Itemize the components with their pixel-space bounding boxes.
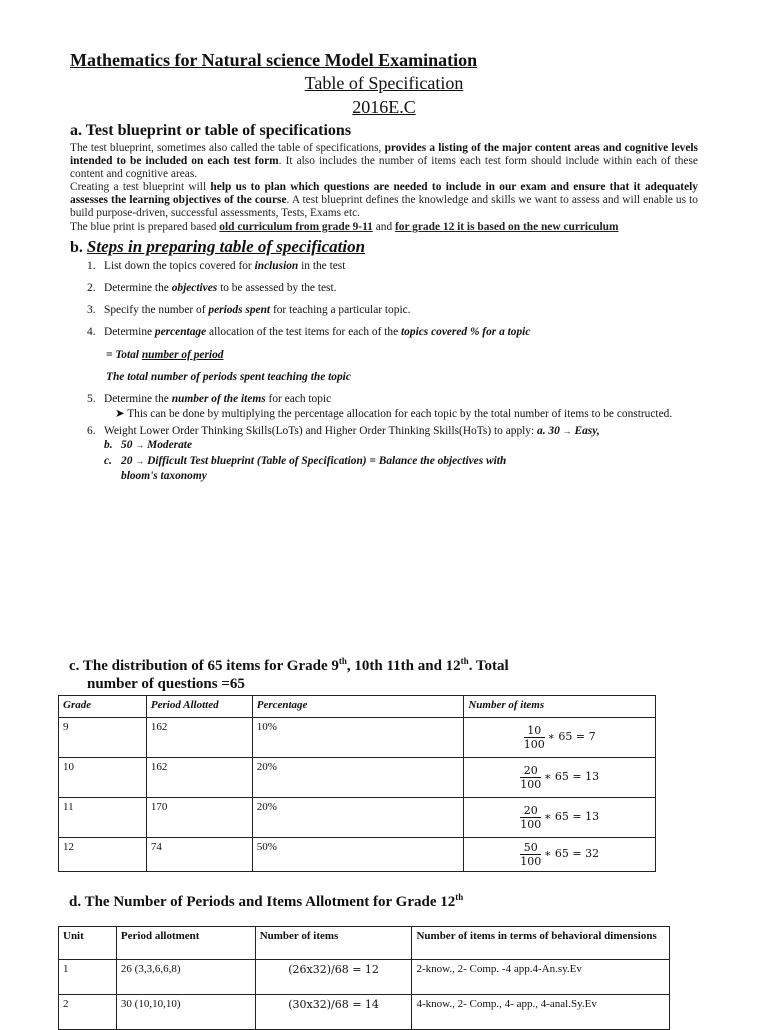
text-run-underlined: old curriculum from grade 9-11 (219, 221, 373, 233)
text-run: , 10th 11th and 12 (346, 658, 461, 674)
denominator: 100 (520, 778, 542, 791)
text-run: 50 (121, 439, 136, 451)
step-number: 4. (87, 326, 96, 338)
step-number: 1. (87, 260, 96, 272)
step-6-c-continued (121, 469, 207, 483)
step-5-subpoint (115, 407, 672, 421)
text-run: Creating a test blueprint will (70, 181, 211, 193)
formula-rest: ∗ 65 = 32 (543, 847, 600, 861)
list-label: c. (104, 455, 112, 467)
section-b-title: Steps in preparing table of specification (86, 237, 366, 256)
step-number: 6. (87, 425, 96, 437)
step-5 (87, 392, 331, 406)
list-label: b. (104, 439, 113, 451)
percentage-cell: 10% (252, 718, 464, 758)
percentage-formula-denominator (106, 370, 351, 384)
text-run-emphasis: percentage (154, 326, 207, 338)
column-header: Unit (59, 927, 117, 960)
step-1 (87, 259, 345, 273)
text-run-emphasis: Easy, (571, 425, 600, 437)
step-number: 2. (87, 282, 96, 294)
section-a-paragraph-2 (70, 181, 698, 221)
period-cell: 74 (146, 838, 252, 872)
unit-cell: 2 (59, 995, 117, 1030)
text-run: Determine the (104, 393, 172, 405)
right-arrow-icon: → (135, 456, 145, 466)
table-row (59, 960, 670, 995)
text-run: Determine (104, 326, 155, 338)
text-run-emphasis-underlined: number of period (141, 349, 224, 361)
right-arrow-icon: → (562, 426, 572, 436)
text-run-emphasis: objectives (171, 282, 218, 294)
items-formula-cell (464, 758, 656, 798)
column-header: Percentage (252, 696, 464, 718)
section-a-title: Test blueprint or table of specifications (85, 122, 352, 139)
section-c-heading (69, 656, 509, 675)
period-cell: 170 (146, 798, 252, 838)
numerator: 10 (527, 724, 542, 737)
text-run: c. The distribution of 65 items for Grade 9 (69, 658, 339, 674)
section-d-heading (69, 892, 463, 911)
items-formula-cell (464, 798, 656, 838)
section-a-label: a. (70, 122, 82, 139)
column-header: Period Allotted (146, 696, 252, 718)
period-cell: 162 (146, 758, 252, 798)
text-run-emphasis: = Total (106, 349, 142, 361)
step-2 (87, 281, 337, 295)
section-b-label: b. (70, 239, 83, 256)
grade-cell: 10 (59, 758, 147, 798)
table-header-row (59, 696, 656, 718)
grade-cell: 12 (59, 838, 147, 872)
numerator: 20 (523, 804, 538, 817)
table-header-row (59, 927, 670, 960)
items-formula-cell (464, 718, 656, 758)
document-year: 2016E.C (352, 97, 416, 117)
column-header: Period allotment (116, 927, 255, 960)
section-a-paragraph-1 (70, 142, 698, 182)
text-run: List down the topics covered for (104, 260, 255, 272)
denominator: 100 (520, 855, 542, 868)
percentage-cell: 20% (252, 798, 464, 838)
text-run: in the test (298, 260, 346, 272)
step-number: 5. (87, 393, 96, 405)
table-row (59, 995, 670, 1030)
text-run: . It also includes the number of items each test form should include within each of these content and cognitive areas. (70, 155, 698, 181)
unit-cell: 1 (59, 960, 117, 995)
text-run: and (372, 221, 395, 233)
right-arrow-icon: → (135, 440, 145, 450)
text-run: for teaching a particular topic. (270, 304, 411, 316)
text-run-emphasis: number of the items (171, 393, 266, 405)
denominator: 100 (523, 738, 545, 751)
formula-rest: ∗ 65 = 13 (543, 770, 600, 784)
section-a-heading (70, 122, 351, 140)
text-run: This can be done by multiplying the percentage allocation for each topic by the total number of items to be constructed. (127, 408, 673, 420)
column-header: Grade (59, 696, 147, 718)
text-run: . A test blueprint defines the knowledge and skills we want to assess and will enable us to build purpose-driven, successful assessments, Tests, Exams etc. (70, 194, 698, 220)
text-run: . Total (468, 658, 509, 674)
text-run: The test blueprint, sometimes also called the table of specifications, (70, 142, 385, 154)
text-run-emphasis: bloom's taxonomy (121, 470, 207, 482)
dimensions-cell: 2-know., 2- Comp. -4 app.4-An.sy.Ev (412, 960, 670, 995)
text-run-bold: provides a listing of the major content areas and cognitive levels intended to be included on each test form (70, 142, 698, 168)
superscript: th (455, 892, 464, 902)
column-header: Number of items (255, 927, 412, 960)
step-3 (87, 303, 411, 317)
text-run: 20 (121, 455, 136, 467)
table-row (59, 838, 656, 872)
section-c-heading-line-2: number of questions =65 (87, 676, 245, 692)
text-run-emphasis: topics covered % for a topic (401, 326, 531, 338)
table-row (59, 718, 656, 758)
step-6 (87, 424, 600, 438)
step-4 (87, 325, 530, 339)
text-run: The blue print is prepared based (70, 221, 220, 233)
fraction (520, 764, 541, 791)
denominator: 100 (520, 818, 542, 831)
table-row (59, 798, 656, 838)
grade-12-allotment-table (58, 926, 670, 1030)
text-run: Weight Lower Order Thinking Skills(LoTs) and Higher Order Thinking Skills(HoTs) to apply: (104, 425, 538, 437)
text-run: allocation of the test items for each of the (206, 326, 402, 338)
superscript: th (460, 656, 469, 666)
percentage-cell: 20% (252, 758, 464, 798)
step-6-c (104, 454, 506, 468)
percentage-cell: 50% (252, 838, 464, 872)
section-b-heading (70, 237, 365, 257)
period-cell: 26 (3,3,6,6,8) (116, 960, 255, 995)
text-run-emphasis: Moderate (144, 439, 193, 451)
text-run-underlined: for grade 12 it is based on the new curriculum (395, 221, 619, 233)
numerator: 20 (523, 764, 538, 777)
step-number: 3. (87, 304, 96, 316)
fraction (520, 841, 541, 868)
section-a-paragraph-3 (70, 221, 698, 234)
grade-cell: 9 (59, 718, 147, 758)
text-run-emphasis: inclusion (254, 260, 299, 272)
formula-rest: ∗ 65 = 7 (547, 730, 596, 744)
percentage-formula-numerator (106, 348, 223, 362)
document-title: Mathematics for Natural science Model Examination (70, 50, 478, 70)
step-6-b (104, 438, 192, 452)
arrow-bullet-icon: ➤ (115, 408, 128, 420)
numerator: 50 (523, 841, 538, 854)
grade-cell: 11 (59, 798, 147, 838)
text-run-emphasis: Difficult Test blueprint (Table of Specification) = Balance the objectives with (144, 455, 507, 467)
text-run-emphasis: periods spent (208, 304, 271, 316)
text-run-emphasis: a. 30 (537, 425, 563, 437)
items-formula-cell: (26x32)/68 = 12 (255, 960, 412, 995)
document-subtitle: Table of Specification (304, 73, 464, 93)
text-run: Determine the (104, 282, 172, 294)
items-formula-cell: (30x32)/68 = 14 (255, 995, 412, 1030)
period-cell: 162 (146, 718, 252, 758)
column-header: Number of items in terms of behavioral dimensions (412, 927, 670, 960)
text-run-bold: help us to plan which questions are needed to include in our exam and ensure that it adequately assesses the learning objectives of the course (70, 181, 698, 207)
text-run: for each topic (265, 393, 332, 405)
column-header: Number of items (464, 696, 656, 718)
text-run-emphasis: The total number of periods spent teaching the topic (106, 371, 351, 383)
fraction (520, 804, 541, 831)
superscript: th (338, 656, 347, 666)
items-formula-cell (464, 838, 656, 872)
period-cell: 30 (10,10,10) (116, 995, 255, 1030)
grade-distribution-table (58, 695, 656, 872)
fraction (524, 724, 545, 751)
text-run: to be assessed by the test. (217, 282, 337, 294)
text-run: d. The Number of Periods and Items Allotment for Grade 12 (69, 894, 456, 910)
formula-rest: ∗ 65 = 13 (543, 810, 600, 824)
table-row (59, 758, 656, 798)
text-run: Specify the number of (104, 304, 209, 316)
dimensions-cell: 4-know., 2- Comp., 4- app., 4-anal.Sy.Ev (412, 995, 670, 1030)
